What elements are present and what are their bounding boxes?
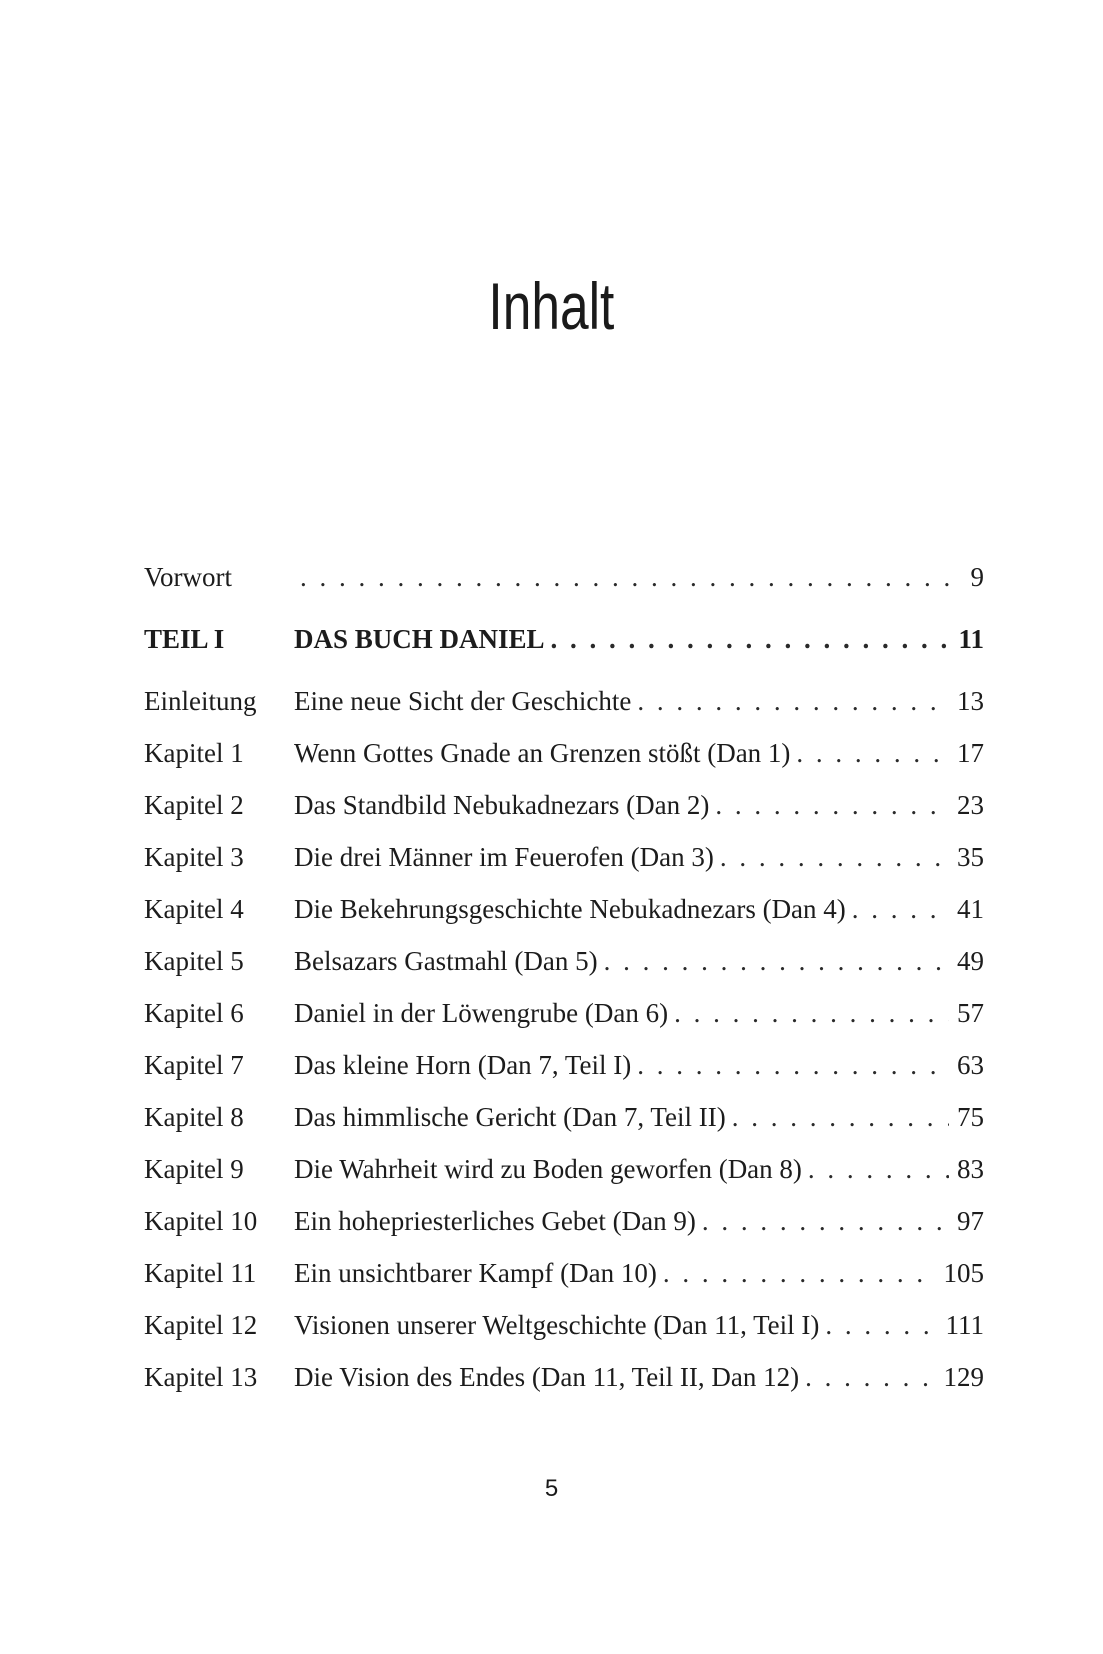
toc-page-number: 13 — [957, 686, 984, 716]
toc-row — [144, 686, 984, 738]
toc-title: Die Wahrheit wird zu Boden geworfen (Dan 8) — [294, 1154, 802, 1184]
toc-title: Wenn Gottes Gnade an Grenzen stößt (Dan 1) — [294, 738, 791, 768]
toc-row — [144, 842, 984, 894]
toc-page-number: 105 — [943, 1258, 984, 1288]
toc-label: Kapitel 5 — [144, 946, 244, 976]
dot-leader — [674, 998, 949, 1028]
toc-title: Ein unsichtbarer Kampf (Dan 10) — [294, 1258, 657, 1288]
toc-entry — [294, 1310, 984, 1340]
toc-label: Kapitel 9 — [144, 1154, 244, 1184]
toc-row — [144, 1310, 984, 1362]
toc-row — [144, 998, 984, 1050]
toc-entry — [294, 686, 984, 716]
dot-leader — [808, 1154, 949, 1184]
toc-row-vorwort — [144, 562, 984, 614]
toc-page-number: 57 — [957, 998, 984, 1028]
toc-title: Belsazars Gastmahl (Dan 5) — [294, 946, 598, 976]
toc-title: Das kleine Horn (Dan 7, Teil I) — [294, 1050, 632, 1080]
toc-title: Eine neue Sicht der Geschichte — [294, 686, 632, 716]
page-title: Inhalt — [488, 269, 615, 344]
toc-title: Ein hohepriesterliches Gebet (Dan 9) — [294, 1206, 696, 1236]
toc-label: Kapitel 2 — [144, 790, 244, 820]
toc-row — [144, 1206, 984, 1258]
toc-label: Einleitung — [144, 686, 257, 716]
toc-label: Kapitel 12 — [144, 1310, 258, 1340]
toc-label: Kapitel 11 — [144, 1258, 257, 1288]
dot-leader — [663, 1258, 936, 1288]
toc-row — [144, 1362, 984, 1414]
toc-page-number: 75 — [957, 1102, 984, 1132]
toc-page-number: 35 — [957, 842, 984, 872]
toc-title: Die Bekehrungsgeschichte Nebukadnezars (Dan 4) — [294, 894, 846, 924]
dot-leader — [796, 738, 949, 768]
dot-leader — [702, 1206, 949, 1236]
toc-entry — [294, 562, 984, 592]
toc-row-part — [144, 624, 984, 676]
toc-entry — [294, 1102, 984, 1132]
toc-label: Kapitel 7 — [144, 1050, 244, 1080]
toc-entry — [294, 1206, 984, 1236]
toc-row — [144, 790, 984, 842]
toc-entry — [294, 1362, 984, 1392]
toc-entry — [294, 738, 984, 768]
dot-leader — [637, 1050, 949, 1080]
toc-entry — [294, 1258, 984, 1288]
toc-page-number: 111 — [945, 1310, 984, 1340]
toc-title: Daniel in der Löwengrube (Dan 6) — [294, 998, 669, 1028]
toc-label: Kapitel 4 — [144, 894, 244, 924]
toc-part-label: TEIL I — [144, 624, 225, 654]
toc-page-number: 17 — [957, 738, 984, 768]
toc-page-number: 129 — [943, 1362, 984, 1392]
toc-label: Vorwort — [144, 562, 233, 592]
toc-page-number: 49 — [957, 946, 984, 976]
dot-leader — [604, 946, 949, 976]
toc-page-number: 11 — [958, 624, 984, 654]
dot-leader — [852, 894, 949, 924]
toc-entry — [294, 894, 984, 924]
dot-leader — [720, 842, 949, 872]
dot-leader — [732, 1102, 949, 1132]
toc-row — [144, 1154, 984, 1206]
toc-page-number: 63 — [957, 1050, 984, 1080]
toc-label: Kapitel 6 — [144, 998, 244, 1028]
table-of-contents — [144, 562, 984, 1414]
toc-entry — [294, 842, 984, 872]
toc-entry — [294, 1154, 984, 1184]
toc-page-number: 83 — [957, 1154, 984, 1184]
toc-entry — [294, 1050, 984, 1080]
toc-title: Das Standbild Nebukadnezars (Dan 2) — [294, 790, 710, 820]
toc-title: Visionen unserer Weltgeschichte (Dan 11, Teil I) — [294, 1310, 820, 1340]
toc-row — [144, 1258, 984, 1310]
dot-leader — [825, 1310, 937, 1340]
toc-entry — [294, 624, 984, 654]
toc-title: Das himmlische Gericht (Dan 7, Teil II) — [294, 1102, 726, 1132]
toc-label: Kapitel 3 — [144, 842, 244, 872]
toc-row — [144, 946, 984, 998]
toc-part-title: DAS BUCH DANIEL — [294, 624, 545, 654]
dot-leader — [551, 624, 951, 654]
toc-label: Kapitel 10 — [144, 1206, 258, 1236]
toc-page-number: 9 — [970, 562, 984, 592]
toc-page-number: 23 — [957, 790, 984, 820]
page-number: 5 — [544, 1475, 559, 1502]
toc-title: Die Vision des Endes (Dan 11, Teil II, Dan 12) — [294, 1362, 800, 1392]
toc-page-number: 41 — [957, 894, 984, 924]
toc-label: Kapitel 8 — [144, 1102, 244, 1132]
toc-title: Die drei Männer im Feuerofen (Dan 3) — [294, 842, 714, 872]
toc-row — [144, 738, 984, 790]
dot-leader — [715, 790, 949, 820]
toc-row — [144, 894, 984, 946]
toc-page-number: 97 — [957, 1206, 984, 1236]
dot-leader — [637, 686, 949, 716]
toc-row — [144, 1102, 984, 1154]
toc-label: Kapitel 1 — [144, 738, 244, 768]
toc-label: Kapitel 13 — [144, 1362, 258, 1392]
dot-leader — [805, 1362, 935, 1392]
toc-entry — [294, 790, 984, 820]
toc-entry — [294, 998, 984, 1028]
toc-entry — [294, 946, 984, 976]
dot-leader — [300, 562, 963, 592]
toc-row — [144, 1050, 984, 1102]
